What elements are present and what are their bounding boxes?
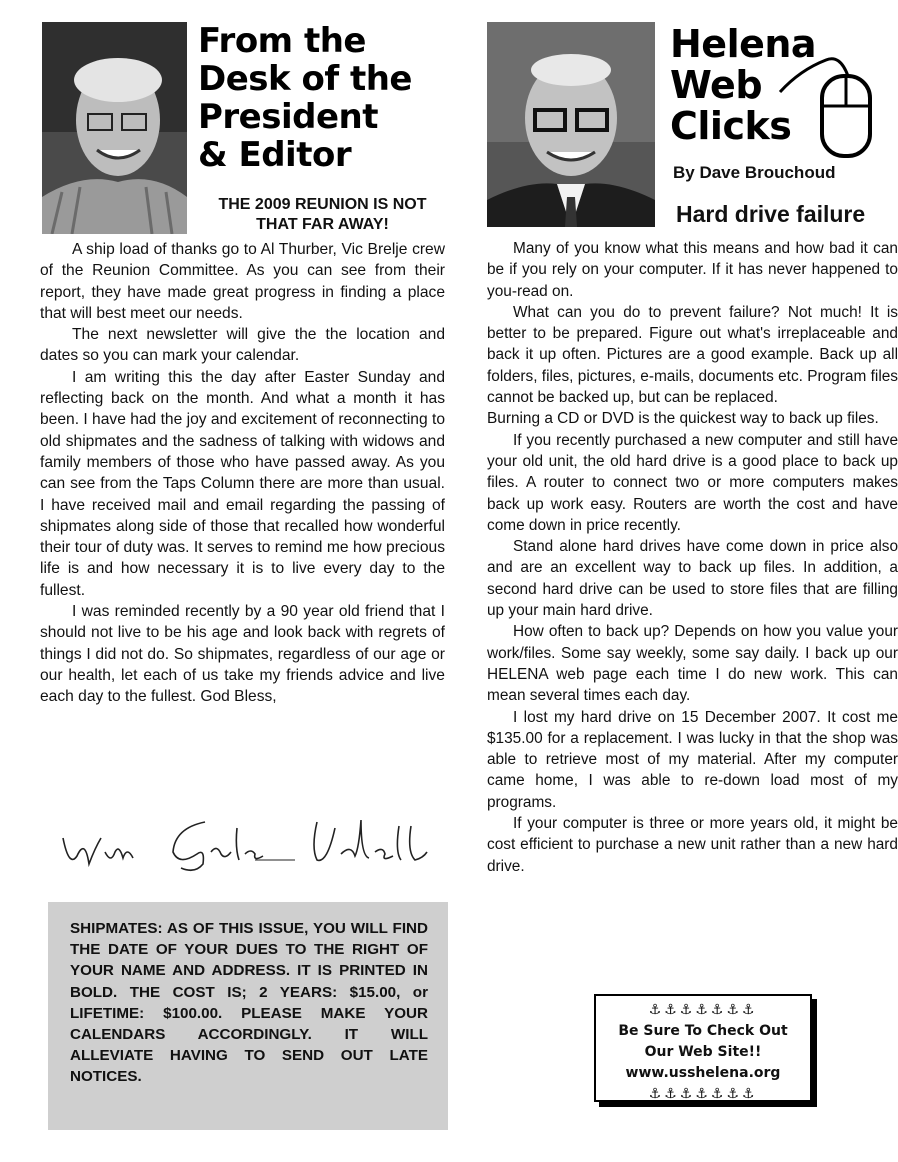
left-section-title [198, 22, 458, 174]
subhead-line: THE 2009 REUNION IS NOT [218, 196, 427, 213]
letter-paragraph: A ship load of thanks go to Al Thurber, Vic Brelje crew of the Reunion Committee. As you can see from their report, they have made great progress in finding a place that will best meet our needs. [40, 241, 445, 322]
dues-notice-text: SHIPMATES: AS OF THIS ISSUE, YOU WILL FIND THE DATE OF YOUR DUES TO THE RIGHT OF YOUR NAME AND ADDRESS. IT IS PRINTED IN BOLD. THE COST IS; 2 YEARS: $15.00, or LIFETIME: $100.00. PLEASE MAKE YOUR CALENDARS ACCORDINGLY. IT WILL ALLEVIATE HAVING TO SEND OUT LATE NOTICES. [70, 920, 428, 1086]
website-url[interactable]: www.usshelena.org [625, 1065, 781, 1081]
subhead-line: THAT FAR AWAY! [256, 216, 389, 233]
right-title-line: Clicks [670, 104, 792, 148]
dues-notice-box [48, 902, 448, 1130]
right-title-line: Helena [670, 22, 817, 66]
author-photo [487, 22, 655, 227]
left-title-line: From the [198, 21, 366, 61]
article-paragraph: If you recently purchased a new computer and still have your old unit, the old hard drive is a good place to back up files. A router to connect two or more computers makes back up work easy. Routers are worth the cost and have come down in price recently. [487, 431, 898, 534]
article-paragraph: Many of you know what this means and how bad it can be if you rely on your computer. If it has never happened to you-read on. [487, 240, 898, 300]
article-paragraph: If your computer is three or more years old, it might be cost efficient to purchase a new unit rather than a new hard drive. [487, 815, 898, 875]
right-title-line: Web [670, 63, 763, 107]
left-title-line: President [198, 97, 378, 137]
article-paragraph: What can you do to prevent failure? Not much! It is better to be prepared. Figure out what's irreplaceable and back it up often. Pictures are a good example. Back up all folders, files, pictures, e-mails, documents etc. Program files cannot be backed up, but can be replaced. [487, 303, 898, 407]
article-paragraph: How often to back up? Depends on how you value your work/files. Some say weekly, some say daily. I back up our HELENA web page each time I do new work. This can mean several times each day. [487, 623, 898, 705]
website-callout-box [594, 994, 812, 1102]
president-letter [40, 239, 445, 708]
mouse-icon [770, 30, 880, 162]
anchor-icon-row: ⚓⚓⚓⚓⚓⚓⚓ [648, 1002, 758, 1018]
president-photo [42, 22, 187, 234]
reunion-subhead [195, 195, 450, 235]
article-byline: By Dave Brouchoud [673, 163, 836, 182]
article-title: Hard drive failure [676, 201, 866, 227]
article-paragraph: Burning a CD or DVD is the quickest way to back up files. [487, 410, 879, 428]
letter-paragraph: I was reminded recently by a 90 year old friend that I should not live to be his age and look back with regrets of things I did not do. So shipmates, regardless of our age or our health, let each of us take my friends advice and live each day to the fullest. God Bless, [40, 603, 445, 706]
letter-paragraph: The next newsletter will give the the location and dates so you can mark your calendar. [40, 326, 445, 365]
article-paragraph: I lost my hard drive on 15 December 2007. It cost me $135.00 for a replacement. I was lucky in that the shop was able to retrieve most of my material. After my computer came home, I was able to re-down load most of my programs. [487, 708, 898, 811]
hard-drive-article [487, 238, 898, 877]
anchor-icon-row: ⚓⚓⚓⚓⚓⚓⚓ [648, 1086, 758, 1102]
left-title-line: & Editor [198, 135, 352, 175]
letter-paragraph: I am writing this the day after Easter Sunday and reflecting back on the month. And what a month it has been. I have had the joy and excitement of reconnecting to old shipmates and the sadness of talking with widows and family members of those who have passed away. As you can see from the Taps Column there are more than usual. I have received mail and email regarding the passing of shipmates along side of those that recalled how wonderful their tour of duty was. It serves to remind me how precious life is and how necessary it is to live every day to the fullest. [40, 368, 445, 599]
callout-line: Be Sure To Check Out [618, 1023, 788, 1039]
article-paragraph: Stand alone hard drives have come down in price also and are an excellent way to back up files. In addition, a second hard drive can be used to store files that are filling up your main hard drive. [487, 538, 898, 620]
left-title-line: Desk of the [198, 59, 412, 99]
signature [55, 808, 435, 878]
callout-line: Our Web Site!! [644, 1044, 762, 1060]
